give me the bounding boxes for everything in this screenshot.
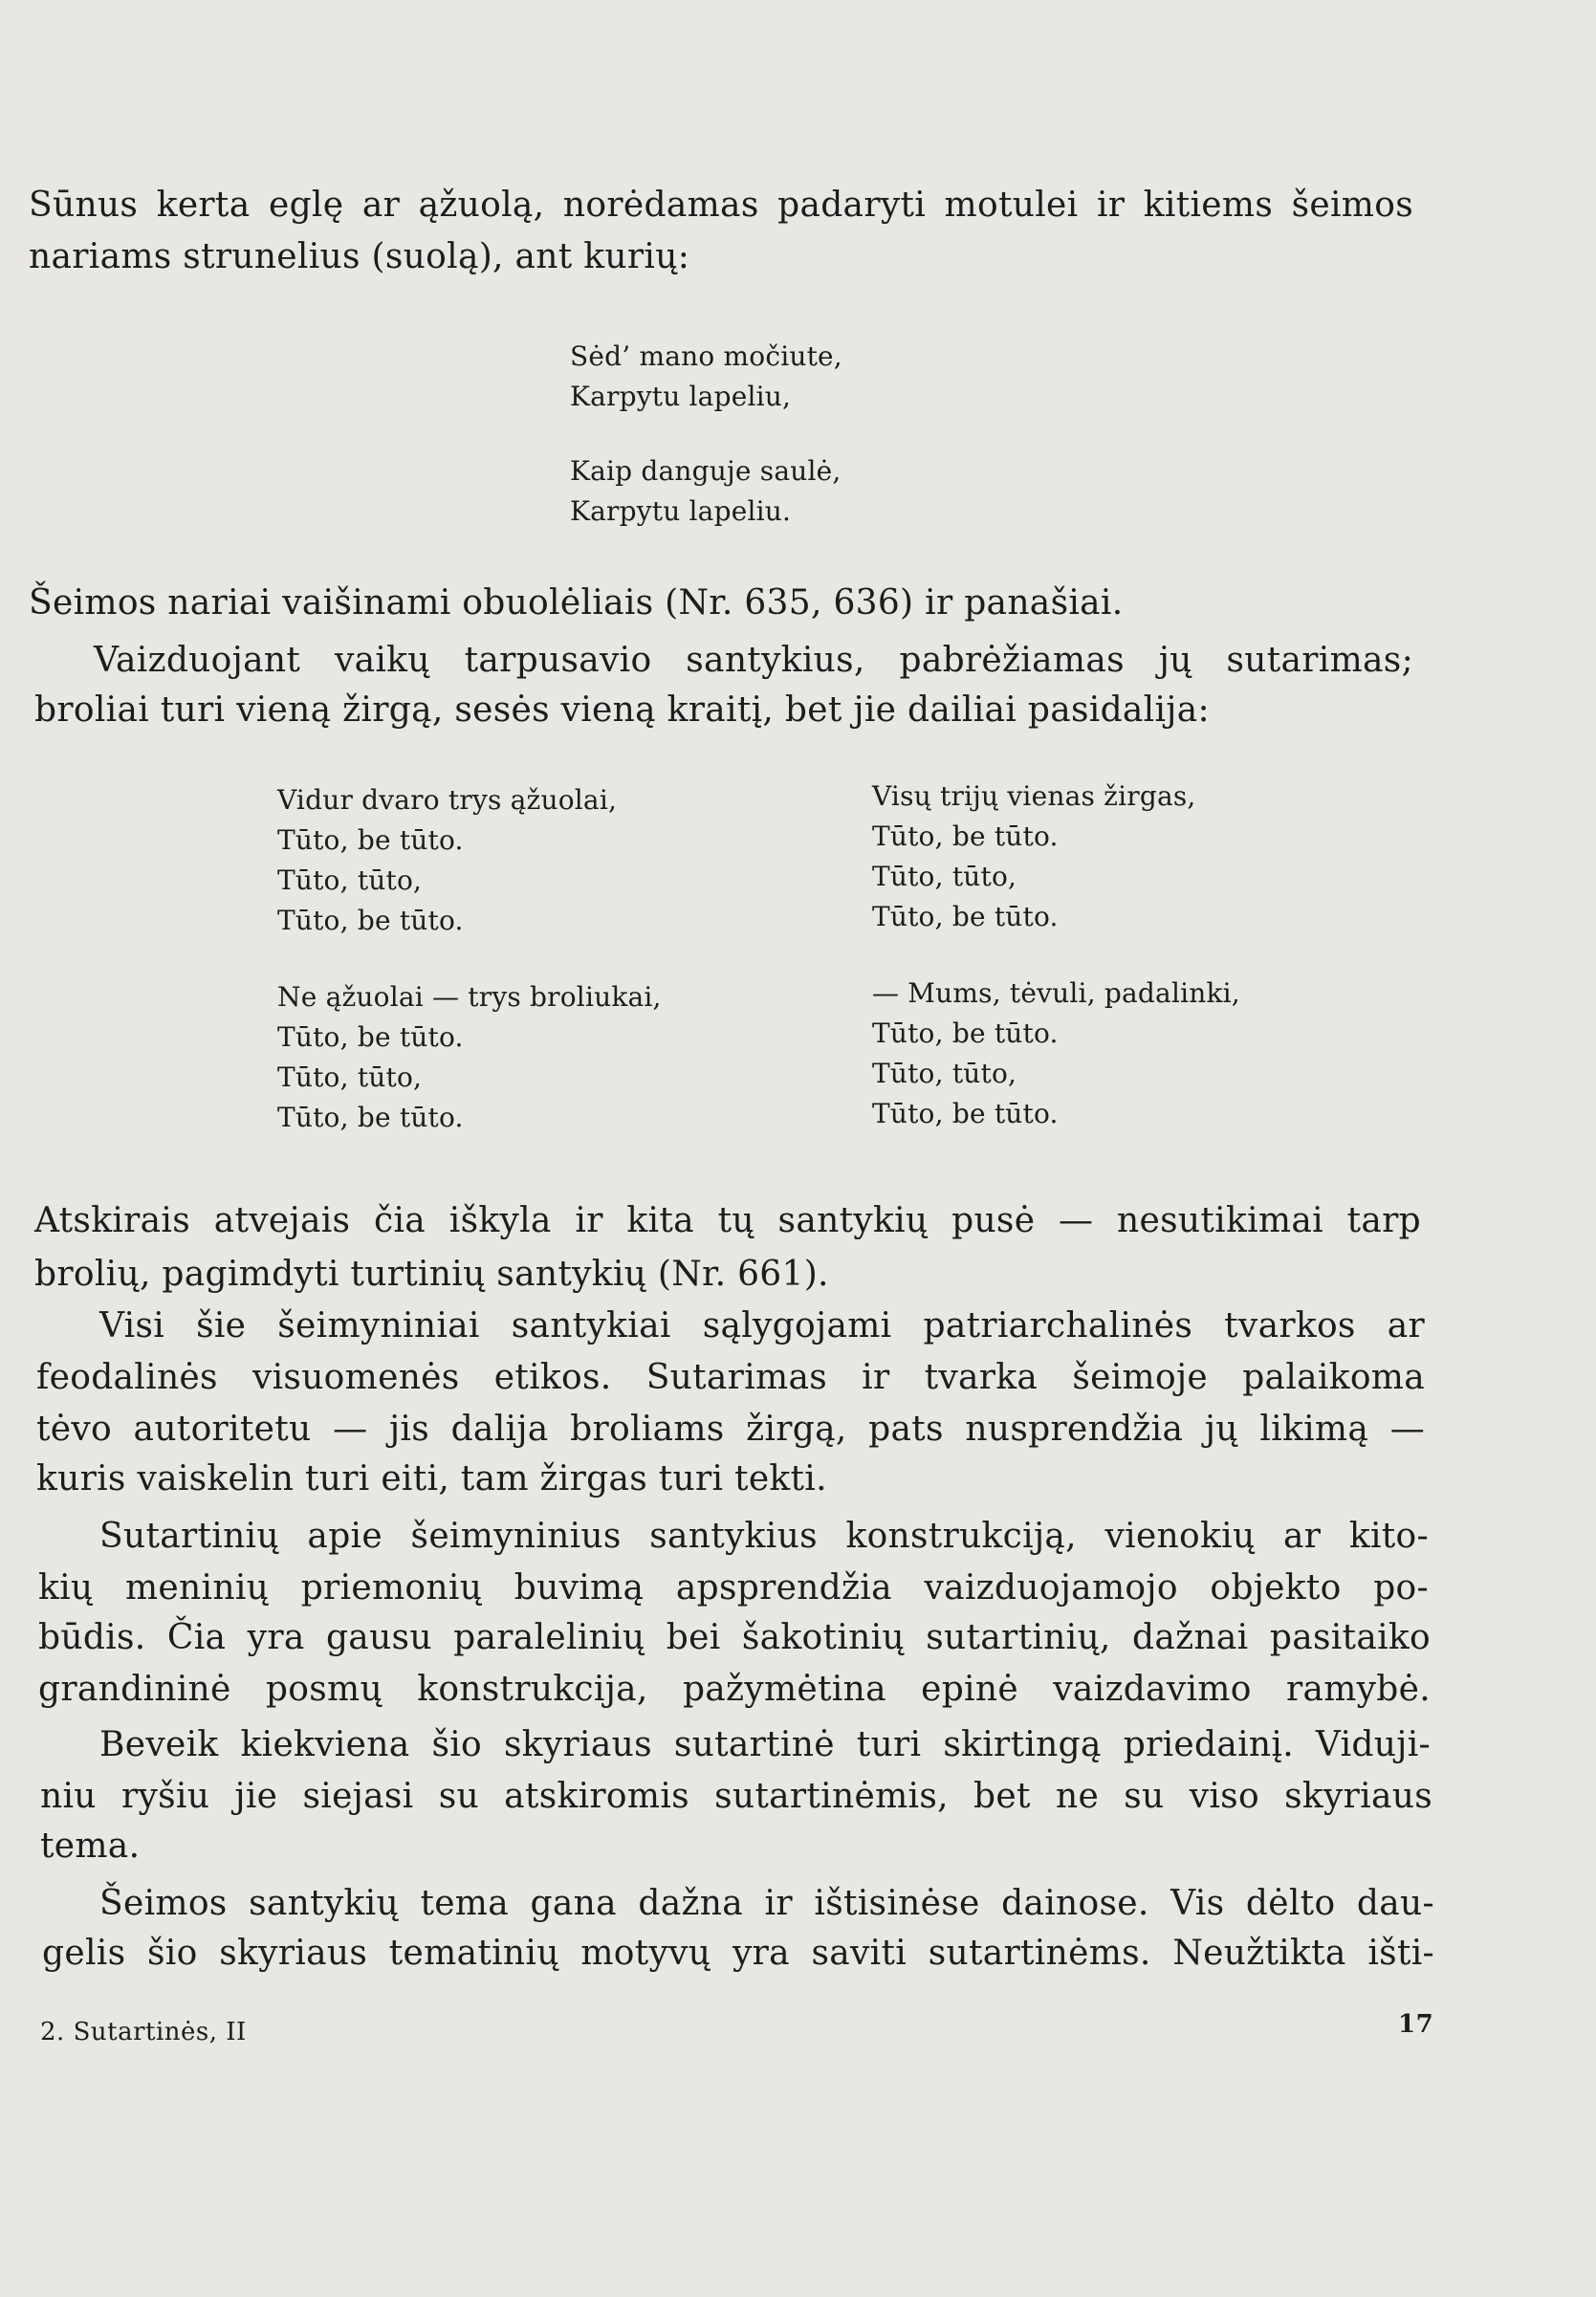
page-signature: 2. Sutartinės, II bbox=[40, 2018, 247, 2046]
text-line: Sūnus kerta eglę ar ąžuolą, norėdamas padaryti motulei ir kitiems šeimos bbox=[29, 186, 1413, 225]
verse-line: Tūto, be tūto. bbox=[872, 1017, 1059, 1049]
verse-line: Tūto, be tūto. bbox=[872, 901, 1059, 932]
text-line: gelis šio skyriaus tematinių motyvų yra saviti sutartinėms. Neužtikta išti- bbox=[42, 1934, 1434, 1973]
verse-line: Tūto, be tūto. bbox=[872, 820, 1059, 852]
verse-line: Tūto, tūto, bbox=[277, 1061, 423, 1093]
text-line: Vaizduojant vaikų tarpusavio santykius, pabrėžiamas jų sutarimas; bbox=[94, 641, 1413, 680]
text-line: Šeimos nariai vaišinami obuolėliais (Nr. 635, 636) ir panašiai. bbox=[29, 583, 1124, 623]
verse-line: Vidur dvaro trys ąžuolai, bbox=[277, 784, 618, 816]
text-line: nariams strunelius (suolą), ant kurių: bbox=[29, 237, 690, 276]
verse-line: Sėd’ mano močiute, bbox=[570, 340, 842, 372]
text-line: Visi šie šeimyniniai santykiai sąlygojami patriarchalinės tvarkos ar bbox=[99, 1306, 1425, 1345]
verse-line: Karpytu lapeliu, bbox=[570, 381, 792, 412]
text-line: broliai turi vieną žirgą, sesės vieną kraitį, bet jie dailiai pasidalija: bbox=[34, 690, 1210, 730]
text-line: Sutartinių apie šeimyninius santykius konstrukciją, vienokių ar kito- bbox=[99, 1517, 1429, 1556]
verse-line: Kaip danguje saulė, bbox=[570, 455, 842, 487]
text-line: būdis. Čia yra gausu paralelinių bei šakotinių sutartinių, dažnai pasitaiko bbox=[38, 1618, 1431, 1657]
page-number: 17 bbox=[1398, 2010, 1434, 2039]
verse-line: Ne ąžuolai — trys broliukai, bbox=[277, 981, 662, 1013]
verse-line: Tūto, be tūto. bbox=[277, 905, 464, 936]
text-line: tema. bbox=[40, 1827, 141, 1866]
verse-line: Karpytu lapeliu. bbox=[570, 495, 792, 527]
text-line: Atskirais atvejais čia iškyla ir kita tų santykių pusė — nesutikimai tarp bbox=[34, 1201, 1421, 1240]
verse-line: Tūto, be tūto. bbox=[277, 1021, 464, 1053]
text-line: feodalinės visuomenės etikos. Sutarimas ir tvarka šeimoje palaikoma bbox=[36, 1358, 1425, 1397]
verse-line: Tūto, tūto, bbox=[872, 861, 1017, 892]
text-line: kuris vaiskelin turi eiti, tam žirgas turi tekti. bbox=[36, 1459, 827, 1499]
text-line: Beveik kiekviena šio skyriaus sutartinė turi skirtingą priedainį. Viduji- bbox=[99, 1725, 1431, 1764]
verse-line: — Mums, tėvuli, padalinki, bbox=[872, 977, 1240, 1009]
text-line: tėvo autoritetu — jis dalija broliams žirgą, pats nusprendžia jų likimą — bbox=[36, 1410, 1425, 1449]
text-line: kių meninių priemonių buvimą apsprendžia vaizduojamojo objekto po- bbox=[38, 1568, 1429, 1608]
verse-line: Tūto, be tūto. bbox=[277, 1102, 464, 1133]
text-line: brolių, pagimdyti turtinių santykių (Nr. 661). bbox=[34, 1255, 829, 1294]
verse-line: Tūto, be tūto. bbox=[872, 1098, 1059, 1129]
text-line: Šeimos santykių tema gana dažna ir ištisinėse dainose. Vis dėlto dau- bbox=[99, 1884, 1434, 1923]
verse-line: Visų trijų vienas žirgas, bbox=[872, 780, 1196, 812]
verse-line: Tūto, tūto, bbox=[872, 1058, 1017, 1089]
verse-line: Tūto, tūto, bbox=[277, 864, 423, 896]
text-line: niu ryšiu jie siejasi su atskiromis sutartinėmis, bet ne su viso skyriaus bbox=[40, 1777, 1432, 1816]
text-line: grandininė posmų konstrukcija, pažymėtina epinė vaizdavimo ramybė. bbox=[38, 1670, 1431, 1709]
verse-line: Tūto, be tūto. bbox=[277, 824, 464, 856]
